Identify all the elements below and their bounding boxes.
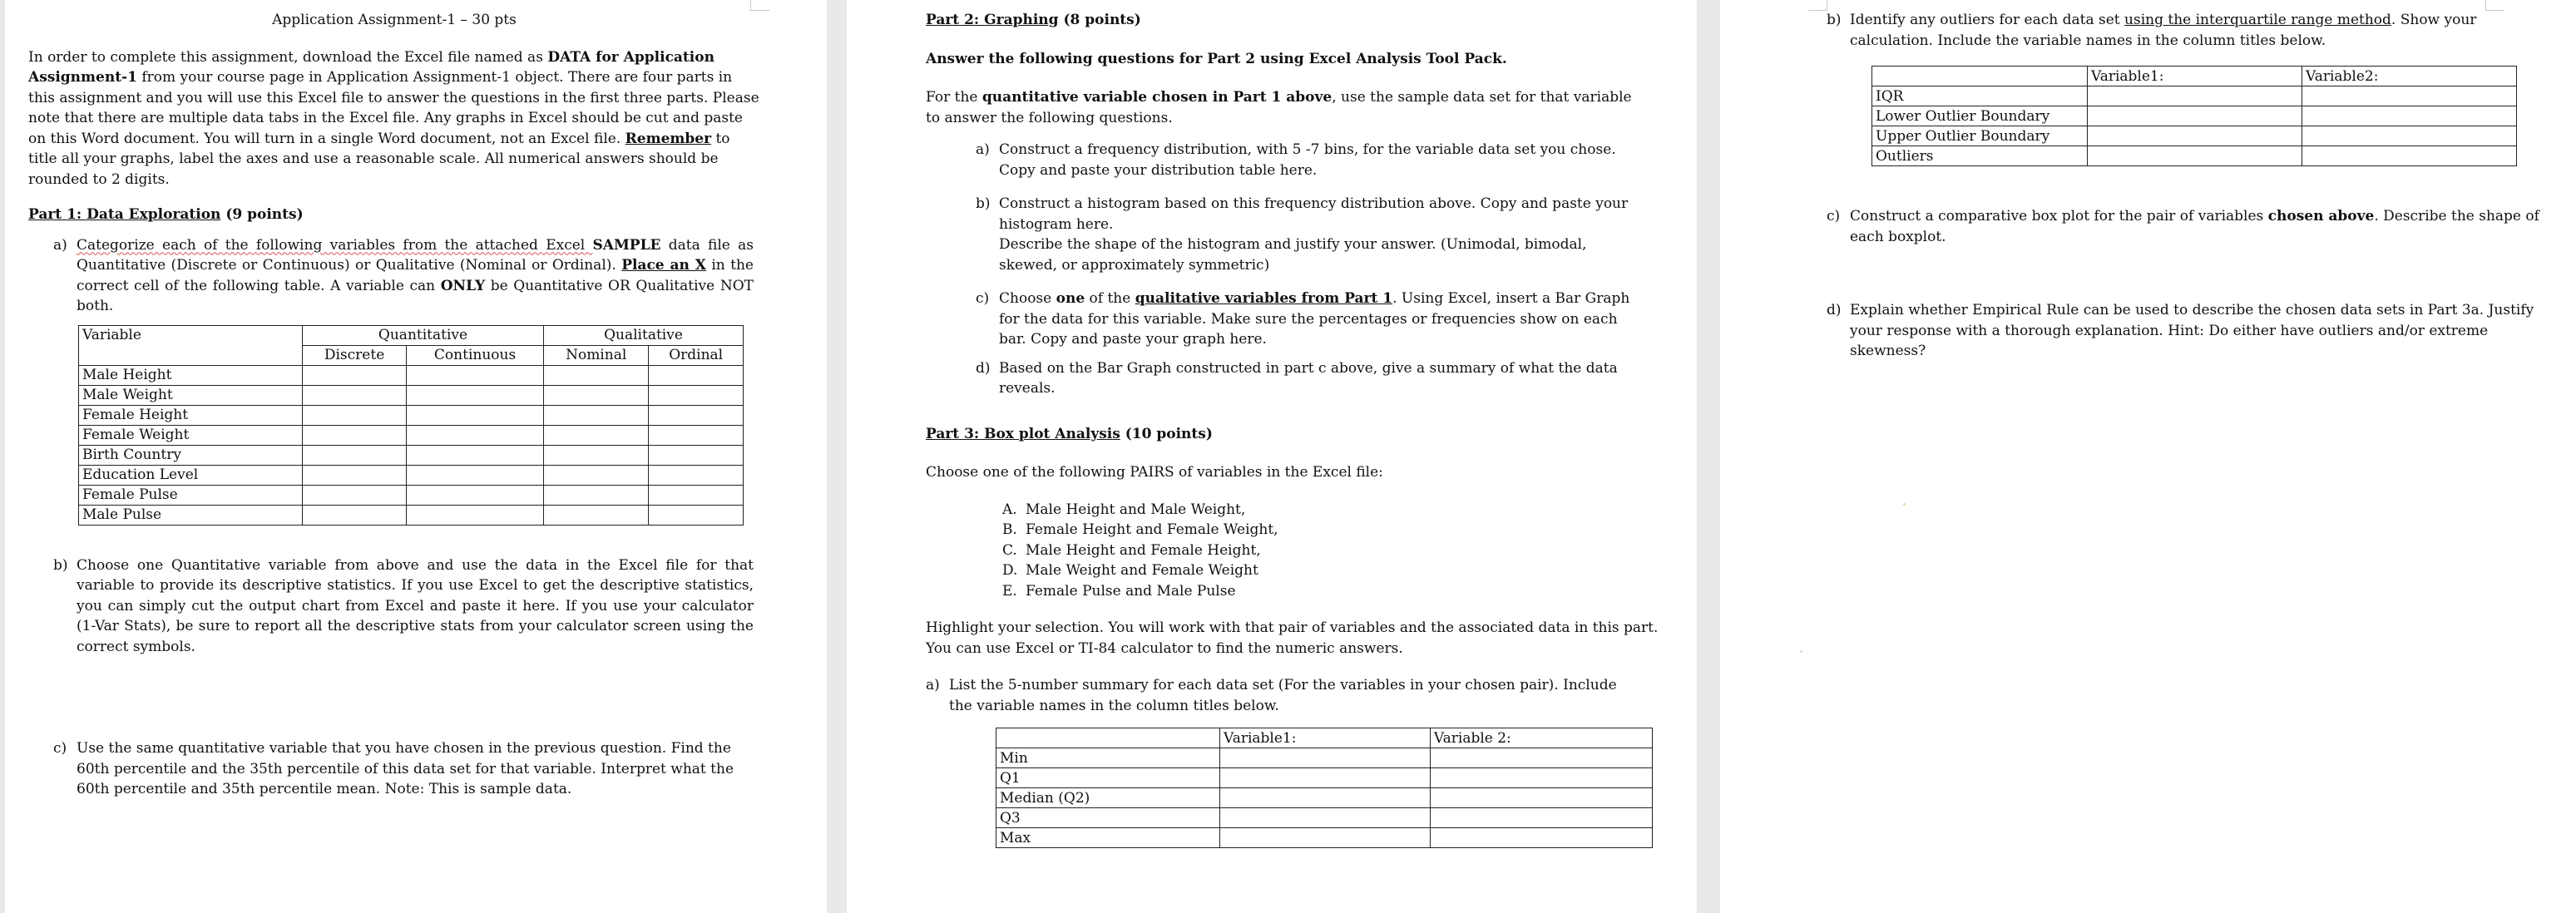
table-header-variable: Variable [79, 325, 303, 365]
question-1c: c) Use the same quantitative variable that you have chosen in the previous question. Find the 60th percentile and the 35th percentile of this data set for that variable. Interpret what the 60th percentile and 35th percentile mean. Note: This is sample data. [53, 740, 734, 797]
question-2d: d) Based on the Bar Graph constructed in part c above, give a summary of what the data reveals. [976, 359, 1618, 397]
table-subheader: Nominal [544, 345, 649, 365]
assignment-title [28, 10, 760, 31]
table-header-qualitative: Qualitative [544, 325, 744, 345]
page-1-content [28, 10, 760, 800]
part3-heading: Part 3: Box plot Analysis (10 points) [926, 425, 1213, 442]
document-page-2 [847, 0, 1697, 913]
outlier-table [1871, 66, 2517, 166]
table-row: Education Level [79, 465, 744, 485]
question-2c: c) Choose one of the qualitative variables from Part 1. Using Excel, insert a Bar Graph for the data for this variable. Make sure the percentages or frequencies show on each bar. Copy and paste your graph here. [976, 290, 1630, 348]
question-2b: b) Construct a histogram based on this frequency distribution above. Copy and paste your histogram here. Describe the shape of the histogram and justify your answer. (Unimodal, bimodal, skewed, or approximately symmetric) [976, 195, 1629, 274]
five-number-summary-table [996, 728, 1653, 848]
table-row: Median (Q2) [996, 788, 1653, 808]
document-page-1 [5, 0, 827, 913]
pair-option[interactable]: B. Female Height and Female Weight, [1002, 521, 1278, 538]
document-page-3 [1720, 0, 2576, 913]
part2-intro: For the quantitative variable chosen in Part 1 above, use the sample data set for that variable to answer the following questions. [926, 89, 1632, 126]
table-row: IQR [1872, 86, 2517, 106]
pair-options [1002, 500, 1658, 602]
table-row: Min [996, 748, 1653, 768]
pair-option[interactable]: E. Female Pulse and Male Pulse [1002, 582, 1236, 600]
table-row: Male Pulse [79, 505, 744, 525]
pair-option[interactable]: A. Male Height and Male Weight, [1002, 501, 1246, 518]
part2-instruction: Answer the following questions for Part 2 using Excel Analysis Tool Pack. [926, 50, 1507, 67]
question-3b: b) Identify any outliers for each data set using the interquartile range method. Show your calculation. Include the variable names in the column titles below. [1827, 12, 2477, 49]
page-3-content [1827, 10, 2559, 362]
variable2-header[interactable]: Variable 2: [1430, 728, 1652, 748]
intro-paragraph: In order to complete this assignment, download the Excel file named as DATA for Application Assignment-1 from your course page in Application Assignment-1 object. There are four parts in this assignment and you will use this Excel file to answer the questions in the first three parts. Please note that there are multiple data tabs in the Excel file. Any graphs in Excel should be cut and paste on this Word document. You will turn in a single Word document, not an Excel file. Remember to title all your graphs, label the axes and use a reasonable scale. All numerical answers should be rounded to 2 digits. [28, 48, 759, 188]
table-row: Q3 [996, 808, 1653, 828]
part1-heading: Part 1: Data Exploration (9 points) [28, 206, 304, 223]
table-subheader: Ordinal [649, 345, 744, 365]
page-corner-mark [1808, 0, 1827, 11]
table-row: Female Pulse [79, 485, 744, 505]
table-row: Q1 [996, 768, 1653, 788]
question-1a: a) Categorize each of the following variables from the attached Excel SAMPLE data file as Quantitative (Discrete or Continuous) or Qualitative (Nominal or Ordinal). Place an X in the correct cell of the following table. A variable can ONLY be Quantitative OR Qualitative NOT both. [53, 236, 754, 314]
question-1b: b) Choose one Quantitative variable from above and use the data in the Excel file for that variable to provide its descriptive statistics. If you use Excel to get the descriptive statistics, you can simply cut the output chart from Excel and paste it here. If you use your calculator (1-Var Stats), be sure to report all the descriptive stats from your calculator screen using the correct symbols. [53, 556, 754, 655]
faint-mark [1800, 650, 1802, 653]
table-row: Max [996, 828, 1653, 848]
question-3d: d) Explain whether Empirical Rule can be used to describe the chosen data sets in Part 3a. Justify your response with a thorough explanation. Hint: Do either have outliers and/or extreme skewness? [1827, 302, 2534, 359]
page-2-content [926, 10, 1658, 848]
title-text: Application Assignment-1 – 30 pts [272, 12, 517, 28]
table-row: Outliers [1872, 146, 2517, 166]
table-row: Male Weight [79, 385, 744, 405]
variable1-header[interactable]: Variable1: [1220, 728, 1431, 748]
table-subheader: Continuous [407, 345, 544, 365]
table-row: Birth Country [79, 445, 744, 465]
highlight-instruction: Highlight your selection. You will work with that pair of variables and the associated data in this part. You can use Excel or TI-84 calculator to find the numeric answers. [926, 619, 1659, 657]
question-3a: a) List the 5-number summary for each data set (For the variables in your chosen pair). Include the variable names in the column titles below. [926, 677, 1617, 714]
question-2a: a) Construct a frequency distribution, with 5 -7 bins, for the variable data set you chose. Copy and paste your distribution table here. [976, 141, 1616, 179]
table-row: Female Height [79, 405, 744, 425]
pair-option[interactable]: D. Male Weight and Female Weight [1002, 562, 1258, 579]
table-row: Upper Outlier Boundary [1872, 126, 2517, 146]
variable-classification-table [78, 325, 744, 526]
variable2-header[interactable]: Variable2: [2302, 67, 2517, 86]
table-row: Lower Outlier Boundary [1872, 106, 2517, 126]
part3-choose: Choose one of the following PAIRS of variables in the Excel file: [926, 464, 1383, 481]
question-3c: c) Construct a comparative box plot for the pair of variables chosen above. Describe the shape of each boxplot. [1827, 208, 2539, 245]
variable1-header[interactable]: Variable1: [2088, 67, 2302, 86]
part2-heading: Part 2: Graphing (8 points) [926, 12, 1141, 28]
table-row: Male Height [79, 365, 744, 385]
table-row: Female Weight [79, 425, 744, 445]
table-header-quantitative: Quantitative [303, 325, 544, 345]
table-subheader: Discrete [303, 345, 407, 365]
pair-option[interactable]: C. Male Height and Female Height, [1002, 541, 1261, 559]
faint-mark [1903, 503, 1906, 506]
